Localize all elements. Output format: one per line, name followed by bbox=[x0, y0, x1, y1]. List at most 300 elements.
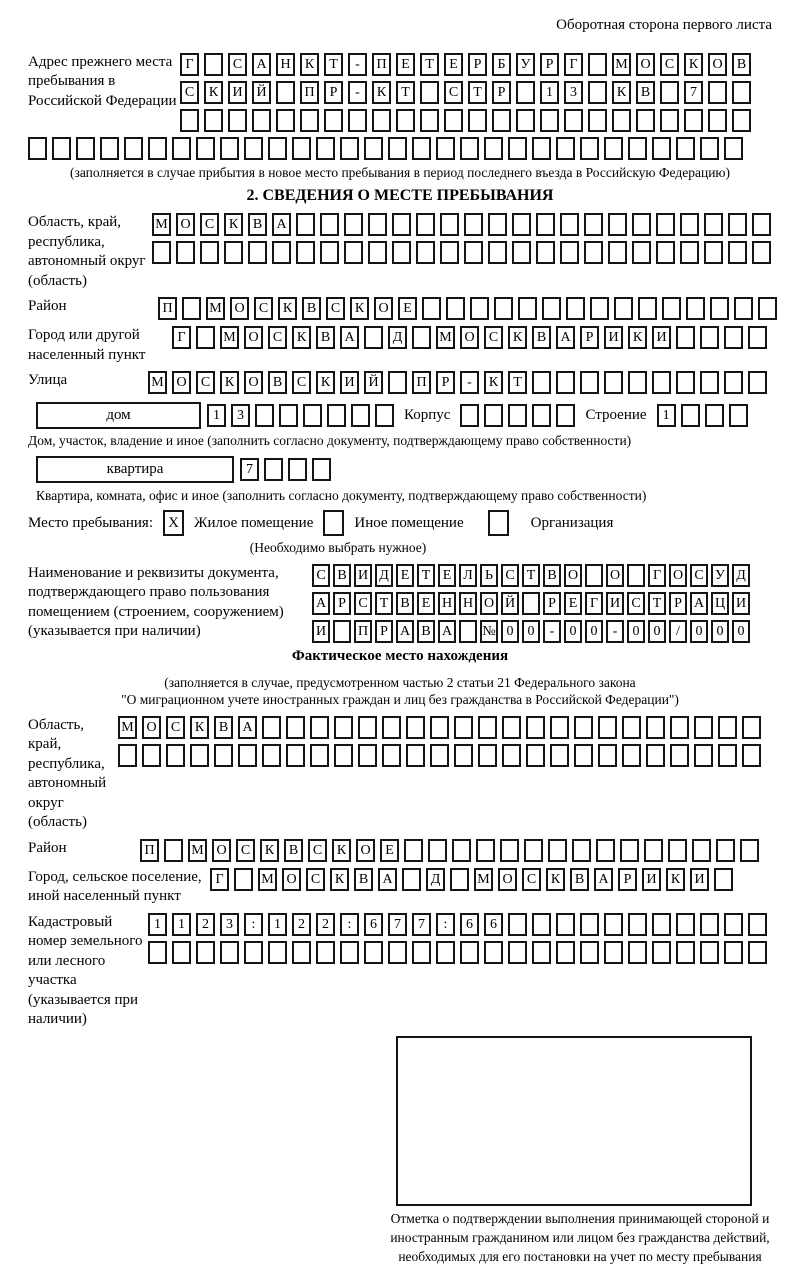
char-row bbox=[312, 564, 750, 587]
char-cell bbox=[454, 744, 473, 767]
city3-label: Город, сельское поселение, иной населенный пункт bbox=[28, 868, 202, 905]
char-cell bbox=[652, 913, 671, 936]
char-cell: Л bbox=[459, 564, 477, 587]
char-cell bbox=[324, 109, 343, 132]
char-row bbox=[312, 620, 750, 643]
char-cell bbox=[564, 109, 583, 132]
char-cell bbox=[724, 941, 743, 964]
char-cell: : bbox=[436, 913, 455, 936]
char-cell: Е bbox=[417, 592, 435, 615]
region3-label: Область, край, республика, автономный округ (область) bbox=[28, 716, 107, 831]
char-cell: А bbox=[378, 868, 397, 891]
char-cell: К bbox=[612, 81, 631, 104]
char-cell bbox=[590, 297, 609, 320]
char-cell: К bbox=[350, 297, 369, 320]
char-cell: 0 bbox=[711, 620, 729, 643]
char-cell bbox=[372, 109, 391, 132]
char-cell bbox=[748, 326, 767, 349]
char-cell bbox=[574, 716, 593, 739]
char-cell: С bbox=[326, 297, 345, 320]
char-cell: 2 bbox=[292, 913, 311, 936]
char-cell: Ц bbox=[711, 592, 729, 615]
dwelling-option-label: Жилое помещение bbox=[194, 515, 314, 532]
char-cell: М bbox=[188, 839, 207, 862]
char-cell: - bbox=[606, 620, 624, 643]
char-cell bbox=[200, 241, 219, 264]
prev-address-caption: (заполняется в случае прибытия в новое место пребывания в период последнего въезда в Российскую Федерацию) bbox=[69, 164, 731, 180]
region3-field bbox=[28, 716, 772, 833]
char-cell bbox=[550, 744, 569, 767]
char-cell bbox=[368, 213, 387, 236]
char-cell: О bbox=[142, 716, 161, 739]
korpus-label: Корпус bbox=[404, 407, 451, 424]
char-cell bbox=[303, 404, 322, 427]
char-cell bbox=[700, 913, 719, 936]
char-cell bbox=[296, 241, 315, 264]
char-cell: Р bbox=[543, 592, 561, 615]
char-cell bbox=[608, 241, 627, 264]
char-cell: М bbox=[474, 868, 493, 891]
char-row bbox=[118, 744, 761, 767]
organization-option-label: Организация bbox=[530, 515, 614, 532]
char-cell: К bbox=[204, 81, 223, 104]
char-cell bbox=[172, 941, 191, 964]
char-cell bbox=[668, 839, 687, 862]
char-cell: 0 bbox=[501, 620, 519, 643]
char-cell: Г bbox=[648, 564, 666, 587]
char-cell: М bbox=[258, 868, 277, 891]
char-cell bbox=[532, 404, 551, 427]
char-cell bbox=[518, 297, 537, 320]
char-cell bbox=[364, 137, 383, 160]
char-cell bbox=[396, 109, 415, 132]
char-cell bbox=[585, 564, 603, 587]
char-cell: Р bbox=[669, 592, 687, 615]
char-cell: Ь bbox=[480, 564, 498, 587]
char-cell bbox=[276, 109, 295, 132]
char-cell bbox=[656, 241, 675, 264]
char-cell: Т bbox=[468, 81, 487, 104]
char-cell bbox=[596, 839, 615, 862]
char-cell bbox=[526, 744, 545, 767]
char-cell bbox=[340, 137, 359, 160]
char-cell bbox=[604, 371, 623, 394]
apartment-box-label: квартира bbox=[36, 456, 234, 483]
char-cell: 7 bbox=[412, 913, 431, 936]
char-cell bbox=[584, 241, 603, 264]
char-cell bbox=[248, 241, 267, 264]
char-row bbox=[180, 53, 751, 76]
char-cell bbox=[196, 137, 215, 160]
char-cell bbox=[694, 716, 713, 739]
char-cell bbox=[670, 716, 689, 739]
char-cell: В bbox=[333, 564, 351, 587]
char-cell bbox=[508, 913, 527, 936]
char-cell bbox=[172, 137, 191, 160]
char-cell bbox=[152, 241, 171, 264]
char-cell: : bbox=[244, 913, 263, 936]
char-cell bbox=[724, 137, 743, 160]
char-cell bbox=[142, 744, 161, 767]
char-cell: Р bbox=[492, 81, 511, 104]
char-cell: О bbox=[244, 326, 263, 349]
char-cell: 1 bbox=[207, 404, 226, 427]
char-cell bbox=[446, 297, 465, 320]
char-cell bbox=[748, 913, 767, 936]
char-cell bbox=[598, 716, 617, 739]
char-row bbox=[148, 941, 767, 964]
char-cell bbox=[748, 941, 767, 964]
char-cell: Д bbox=[732, 564, 750, 587]
char-cell bbox=[724, 371, 743, 394]
street-field bbox=[28, 371, 772, 394]
char-cell: В bbox=[248, 213, 267, 236]
char-cell: К bbox=[260, 839, 279, 862]
char-cell: И bbox=[652, 326, 671, 349]
char-cell bbox=[351, 404, 370, 427]
char-cell bbox=[627, 564, 645, 587]
ownership-document-label: Наименование и реквизиты документа, подтверждающего право пользования помещением (строением, сооружением) (указывается при наличии) bbox=[28, 564, 284, 640]
char-cell bbox=[454, 716, 473, 739]
char-cell bbox=[272, 241, 291, 264]
char-cell bbox=[516, 109, 535, 132]
char-cell: С bbox=[228, 53, 247, 76]
char-cell bbox=[316, 941, 335, 964]
char-cell bbox=[468, 109, 487, 132]
char-cell bbox=[604, 137, 623, 160]
char-cell: И bbox=[312, 620, 330, 643]
char-cell bbox=[255, 404, 274, 427]
char-cell: В bbox=[316, 326, 335, 349]
char-cell bbox=[412, 941, 431, 964]
char-cell bbox=[404, 839, 423, 862]
char-cell: 1 bbox=[148, 913, 167, 936]
char-cell bbox=[584, 213, 603, 236]
char-cell: К bbox=[300, 53, 319, 76]
char-cell: К bbox=[332, 839, 351, 862]
char-cell: К bbox=[330, 868, 349, 891]
char-cell bbox=[292, 941, 311, 964]
char-cell bbox=[344, 241, 363, 264]
char-cell: Р bbox=[375, 620, 393, 643]
char-cell bbox=[292, 137, 311, 160]
char-cell bbox=[388, 941, 407, 964]
char-cell: С bbox=[501, 564, 519, 587]
char-cell: 6 bbox=[484, 913, 503, 936]
dwelling-checkbox: X bbox=[163, 510, 184, 536]
house-row bbox=[36, 402, 772, 429]
char-cell bbox=[220, 137, 239, 160]
char-cell: П bbox=[300, 81, 319, 104]
char-cell bbox=[428, 839, 447, 862]
char-cell bbox=[382, 716, 401, 739]
char-cell bbox=[392, 241, 411, 264]
char-cell: С bbox=[308, 839, 327, 862]
char-cell: И bbox=[642, 868, 661, 891]
char-cell: И bbox=[732, 592, 750, 615]
char-cell bbox=[718, 744, 737, 767]
char-cell bbox=[550, 716, 569, 739]
char-cell: А bbox=[594, 868, 613, 891]
char-cell: Е bbox=[396, 564, 414, 587]
char-cell bbox=[734, 297, 753, 320]
char-cell: 3 bbox=[564, 81, 583, 104]
char-cell bbox=[708, 109, 727, 132]
char-row bbox=[118, 716, 761, 739]
char-cell bbox=[660, 109, 679, 132]
char-cell bbox=[500, 839, 519, 862]
char-cell: Й bbox=[364, 371, 383, 394]
char-cell bbox=[204, 109, 223, 132]
char-cell bbox=[392, 213, 411, 236]
apartment-caption: Квартира, комната, офис и иное (заполнить согласно документу, подтверждающему право собственности) bbox=[36, 487, 647, 503]
char-cell bbox=[676, 941, 695, 964]
char-cell: И bbox=[690, 868, 709, 891]
char-cell: Д bbox=[388, 326, 407, 349]
char-cell bbox=[742, 744, 761, 767]
char-cell bbox=[560, 241, 579, 264]
char-cell bbox=[450, 868, 469, 891]
char-cell: М bbox=[612, 53, 631, 76]
char-cell bbox=[614, 297, 633, 320]
char-cell bbox=[556, 941, 575, 964]
organization-checkbox bbox=[488, 510, 509, 536]
section3-caption-line2: "О миграционном учете иностранных граждан и лиц без гражданства в Российской Федерации") bbox=[121, 692, 679, 708]
apartment-row bbox=[36, 456, 772, 483]
char-cell bbox=[536, 241, 555, 264]
char-cell: Е bbox=[396, 53, 415, 76]
char-cell bbox=[580, 941, 599, 964]
korpus-cells bbox=[460, 404, 575, 427]
char-cell: 3 bbox=[220, 913, 239, 936]
char-cell: 3 bbox=[231, 404, 250, 427]
char-cell bbox=[440, 241, 459, 264]
char-cell bbox=[604, 913, 623, 936]
char-cell bbox=[420, 109, 439, 132]
char-cell bbox=[728, 241, 747, 264]
street-label: Улица bbox=[28, 372, 68, 389]
char-cell: П bbox=[412, 371, 431, 394]
char-row bbox=[148, 371, 767, 394]
char-cell bbox=[728, 213, 747, 236]
char-cell: О bbox=[636, 53, 655, 76]
char-cell bbox=[536, 213, 555, 236]
char-row bbox=[140, 839, 759, 862]
char-cell: Й bbox=[501, 592, 519, 615]
char-cell bbox=[676, 913, 695, 936]
confirmation-stamp-area bbox=[396, 1036, 752, 1206]
char-cell: В bbox=[354, 868, 373, 891]
char-cell bbox=[358, 716, 377, 739]
char-cell: Д bbox=[426, 868, 445, 891]
char-cell bbox=[406, 716, 425, 739]
char-row bbox=[148, 913, 767, 936]
char-cell: И bbox=[606, 592, 624, 615]
char-cell bbox=[660, 81, 679, 104]
char-cell bbox=[700, 371, 719, 394]
char-cell bbox=[620, 839, 639, 862]
prev-address-rows bbox=[180, 53, 751, 132]
char-cell bbox=[646, 744, 665, 767]
prev-address-field bbox=[28, 53, 772, 132]
region-field bbox=[28, 213, 772, 291]
char-cell bbox=[656, 213, 675, 236]
char-cell bbox=[268, 941, 287, 964]
char-cell bbox=[684, 109, 703, 132]
char-cell: С bbox=[312, 564, 330, 587]
char-cell: А bbox=[252, 53, 271, 76]
char-cell: П bbox=[354, 620, 372, 643]
char-cell bbox=[262, 716, 281, 739]
char-cell bbox=[652, 137, 671, 160]
char-cell bbox=[560, 213, 579, 236]
char-cell bbox=[556, 371, 575, 394]
stay-type-label: Место пребывания: bbox=[28, 515, 153, 532]
char-cell: П bbox=[140, 839, 159, 862]
char-cell bbox=[508, 941, 527, 964]
char-cell bbox=[508, 137, 527, 160]
apartment-cells bbox=[240, 458, 331, 481]
char-cell: 7 bbox=[388, 913, 407, 936]
char-cell: 1 bbox=[268, 913, 287, 936]
char-cell: С bbox=[484, 326, 503, 349]
char-cell bbox=[300, 109, 319, 132]
char-cell bbox=[556, 137, 575, 160]
char-cell bbox=[288, 458, 307, 481]
section3-caption-line1: (заполняется в случае, предусмотренном частью 2 статьи 21 Федерального закона bbox=[164, 674, 636, 690]
char-cell bbox=[524, 839, 543, 862]
char-cell bbox=[532, 137, 551, 160]
char-cell bbox=[320, 213, 339, 236]
char-cell: Р bbox=[324, 81, 343, 104]
char-cell: А bbox=[312, 592, 330, 615]
stay-type-row bbox=[28, 510, 772, 536]
char-cell bbox=[196, 941, 215, 964]
char-cell: Т bbox=[522, 564, 540, 587]
char-cell bbox=[502, 716, 521, 739]
char-row bbox=[152, 241, 771, 264]
char-cell bbox=[333, 620, 351, 643]
char-cell bbox=[368, 241, 387, 264]
char-cell bbox=[204, 53, 223, 76]
char-cell bbox=[180, 109, 199, 132]
char-cell: С bbox=[444, 81, 463, 104]
char-cell: 7 bbox=[684, 81, 703, 104]
char-cell bbox=[680, 241, 699, 264]
prev-address-label: Адрес прежнего места пребывания в Российской Федерации bbox=[28, 53, 177, 109]
char-cell: С bbox=[522, 868, 541, 891]
char-cell: № bbox=[480, 620, 498, 643]
char-cell bbox=[652, 371, 671, 394]
char-cell bbox=[228, 109, 247, 132]
char-cell bbox=[714, 868, 733, 891]
char-cell: В bbox=[636, 81, 655, 104]
char-cell bbox=[542, 297, 561, 320]
char-cell: 0 bbox=[585, 620, 603, 643]
char-cell bbox=[494, 297, 513, 320]
char-cell bbox=[676, 371, 695, 394]
char-cell bbox=[340, 941, 359, 964]
char-cell bbox=[124, 137, 143, 160]
char-cell bbox=[710, 297, 729, 320]
char-cell: К bbox=[224, 213, 243, 236]
char-cell bbox=[628, 941, 647, 964]
char-cell: К bbox=[628, 326, 647, 349]
char-cell: 6 bbox=[364, 913, 383, 936]
char-cell: Н bbox=[459, 592, 477, 615]
district3-label: Район bbox=[28, 839, 67, 856]
char-cell bbox=[422, 297, 441, 320]
char-cell bbox=[622, 716, 641, 739]
char-cell bbox=[488, 213, 507, 236]
char-cell bbox=[464, 241, 483, 264]
char-cell: Е bbox=[398, 297, 417, 320]
char-row bbox=[210, 868, 733, 891]
char-cell bbox=[724, 326, 743, 349]
char-cell bbox=[176, 241, 195, 264]
char-cell bbox=[708, 81, 727, 104]
char-cell: М bbox=[436, 326, 455, 349]
char-cell bbox=[244, 941, 263, 964]
char-cell bbox=[244, 137, 263, 160]
char-cell: О bbox=[212, 839, 231, 862]
char-cell bbox=[444, 109, 463, 132]
char-cell: Г bbox=[210, 868, 229, 891]
char-cell bbox=[502, 744, 521, 767]
char-cell: О bbox=[230, 297, 249, 320]
char-cell bbox=[440, 213, 459, 236]
char-cell bbox=[572, 839, 591, 862]
char-cell: О bbox=[669, 564, 687, 587]
char-cell: : bbox=[340, 913, 359, 936]
char-cell bbox=[628, 137, 647, 160]
ownership-document-field bbox=[28, 564, 772, 643]
char-row bbox=[158, 297, 777, 320]
house-caption: Дом, участок, владение и иное (заполнить согласно документу, подтверждающему право собственности) bbox=[28, 433, 632, 449]
char-cell bbox=[182, 297, 201, 320]
char-cell bbox=[220, 941, 239, 964]
char-cell: К bbox=[220, 371, 239, 394]
char-cell bbox=[327, 404, 346, 427]
char-cell bbox=[412, 137, 431, 160]
char-cell bbox=[526, 716, 545, 739]
char-cell bbox=[516, 81, 535, 104]
char-cell bbox=[758, 297, 777, 320]
char-cell bbox=[588, 53, 607, 76]
char-cell bbox=[310, 716, 329, 739]
char-cell: - bbox=[543, 620, 561, 643]
char-cell bbox=[724, 913, 743, 936]
char-cell bbox=[214, 744, 233, 767]
char-cell bbox=[729, 404, 748, 427]
char-cell: Й bbox=[252, 81, 271, 104]
char-cell bbox=[676, 326, 695, 349]
char-cell: - bbox=[460, 371, 479, 394]
char-cell bbox=[166, 744, 185, 767]
char-cell bbox=[459, 620, 477, 643]
char-cell bbox=[632, 241, 651, 264]
char-cell: А bbox=[340, 326, 359, 349]
char-cell: К bbox=[484, 371, 503, 394]
char-row bbox=[180, 109, 751, 132]
char-cell: Т bbox=[508, 371, 527, 394]
char-cell: - bbox=[348, 81, 367, 104]
char-cell bbox=[548, 839, 567, 862]
char-cell bbox=[604, 941, 623, 964]
char-cell: С bbox=[236, 839, 255, 862]
char-cell: К bbox=[546, 868, 565, 891]
char-cell: А bbox=[438, 620, 456, 643]
